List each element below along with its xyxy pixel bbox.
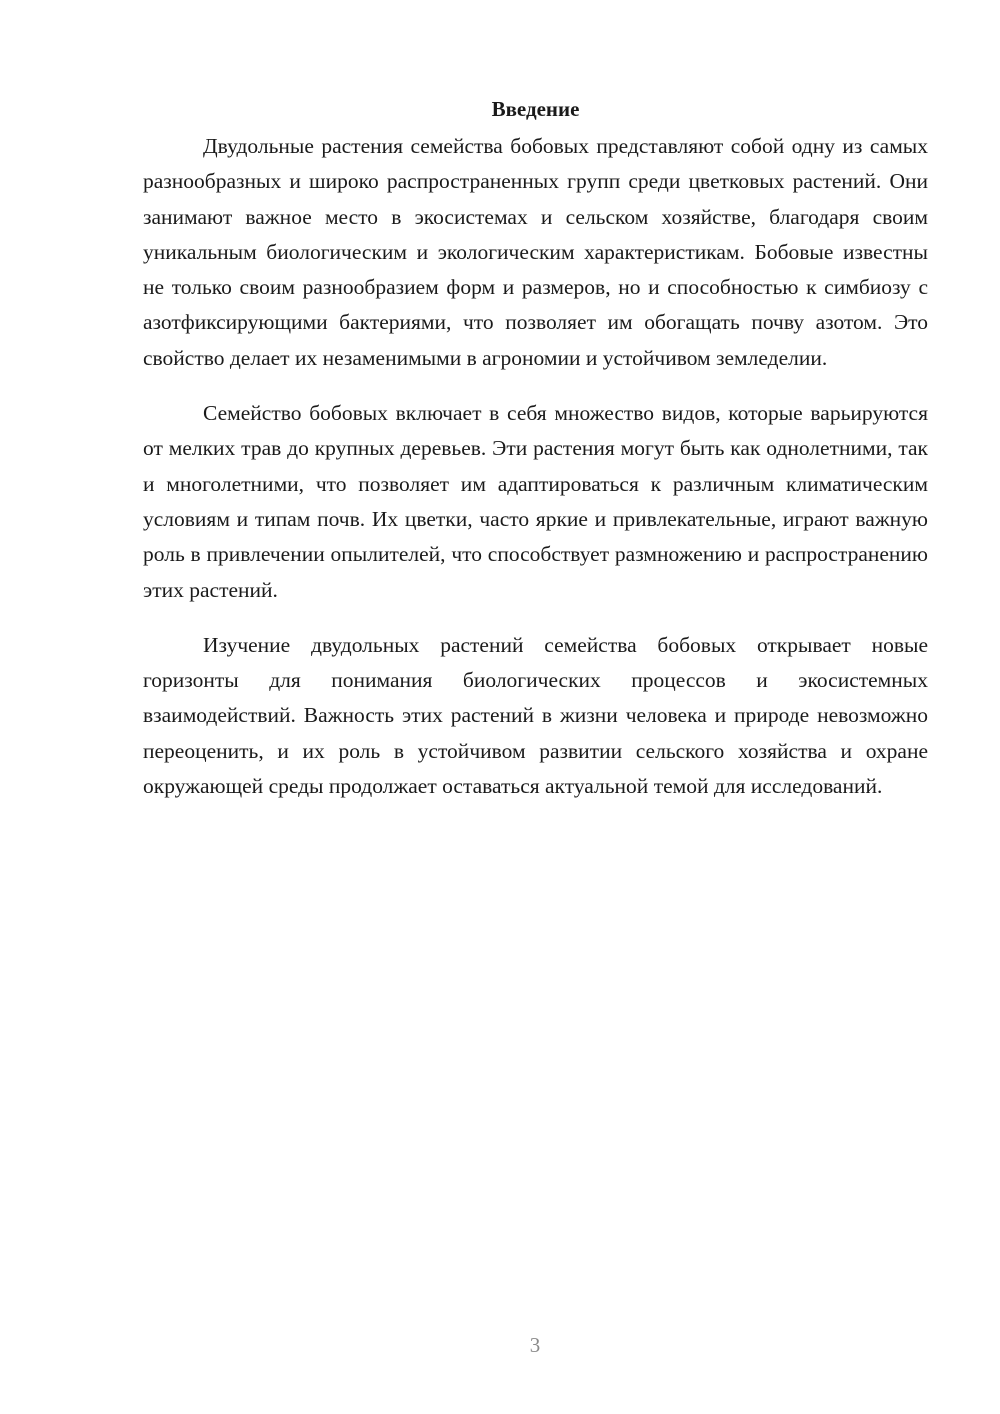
page-content xyxy=(143,92,928,804)
page-number: 3 xyxy=(529,1333,541,1357)
section-heading: Введение xyxy=(491,97,580,121)
paragraph-1: Двудольные растения семейства бобовых представляют собой одну из самых разнообразных и широко распространенных групп среди цветковых растений. Они занимают важное место в экосистемах и сельском хозяйстве, благодаря своим уникальным биологическим и экологическим характеристикам. Бобовые известны не только своим разнообразием форм и размеров, но и способностью к симбиозу с азотфиксирующими бактериями, что позволяет им обогащать почву азотом. Это свойство делает их незаменимыми в агрономии и устойчивом земледелии. xyxy=(143,134,928,370)
paragraph-2: Семейство бобовых включает в себя множество видов, которые варьируются от мелких трав до крупных деревьев. Эти растения могут быть как однолетними, так и многолетними, что позволяет им адаптироваться к различным климатическим условиям и типам почв. Их цветки, часто яркие и привлекательные, играют важную роль в привлечении опылителей, что способствует размножению и распространению этих растений. xyxy=(143,401,928,602)
paragraph-3: Изучение двудольных растений семейства бобовых открывает новые горизонты для понимания биологических процессов и экосистемных взаимодействий. Важность этих растений в жизни человека и природе невозможно переоценить, и их роль в устойчивом развитии сельского хозяйства и охране окружающей среды продолжает оставаться актуальной темой для исследований. xyxy=(143,632,928,799)
